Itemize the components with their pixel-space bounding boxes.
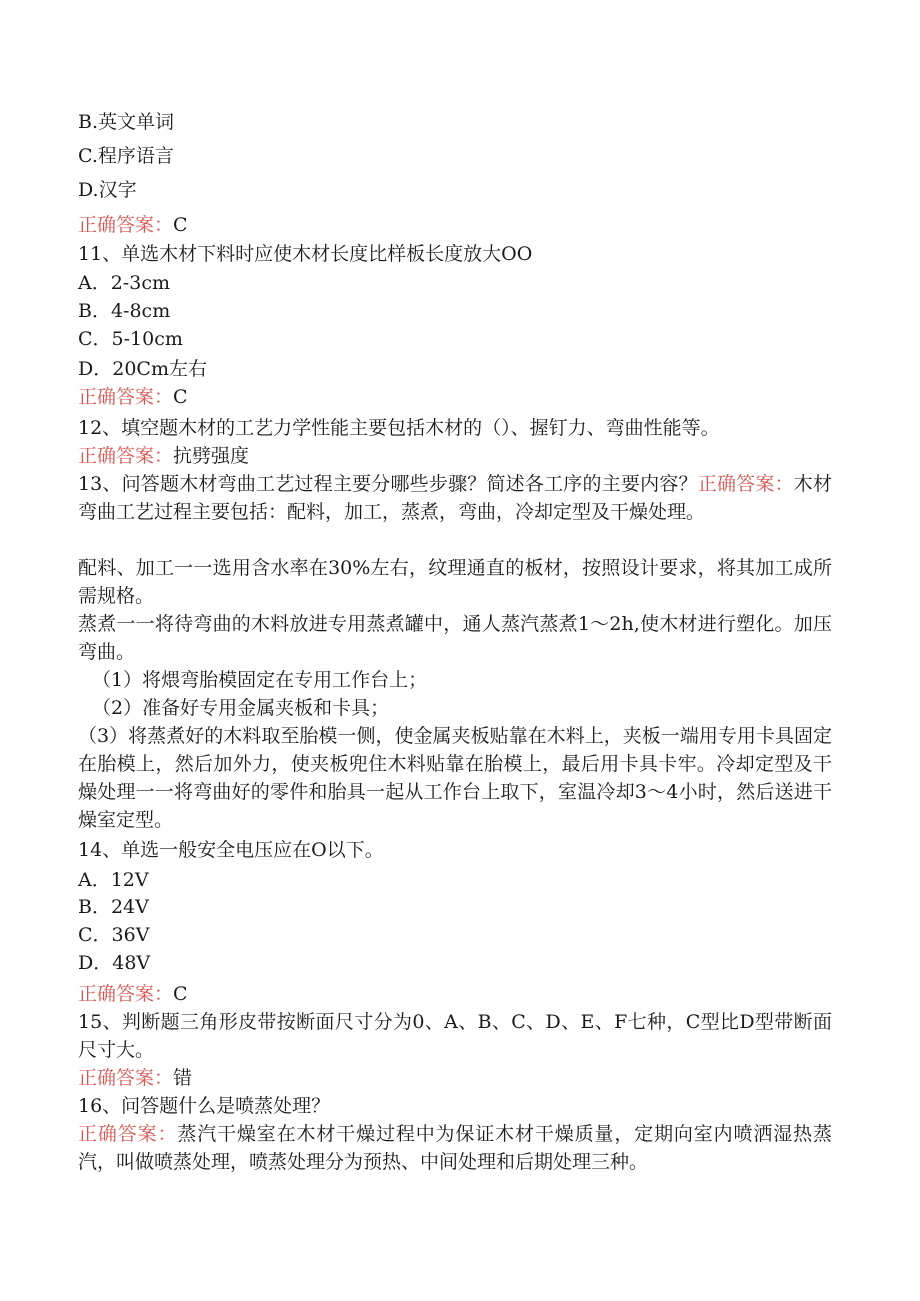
q12-answer [78,442,249,470]
q13-block [78,470,832,526]
q13-para-prep: 配料、加工一一选用含水率在30%左右，纹理通直的板材，按照设计要求，将其加工成所需规格。 [78,557,832,607]
q11-option-c: C．5-10cm [78,328,183,350]
q11-option-a: A．2-3cm [78,272,170,294]
q14-option-d: D．48V [78,952,151,974]
q11-answer [78,383,188,411]
q14-option-c: C．36V [78,924,150,946]
answer-value: C [173,386,188,408]
q14-title: 14、单选一般安全电压应在O以下。 [78,839,384,861]
q12-title: 12、填空题木材的工艺力学性能主要包括木材的（）、握钉力、弯曲性能等。 [78,417,720,439]
q16-answer [78,1120,832,1176]
q13-title: 13、问答题木材弯曲工艺过程主要分哪些步骤？简述各工序的主要内容？ [78,473,698,495]
q10-option-c: C.程序语言 [78,145,174,167]
answer-label: 正确答案： [78,1123,178,1145]
q10-option-d: D.汉字 [78,179,137,201]
q11-option-d: D．20Cm左右 [78,358,207,380]
q14-answer [78,980,188,1008]
answer-label: 正确答案： [78,1067,174,1089]
q13-step-2: （2）准备好专用金属夹板和卡具； [92,697,390,719]
answer-value: 抗劈强度 [173,445,250,467]
answer-value: C [173,214,188,236]
q14-option-a: A．12V [78,869,149,891]
answer-label: 正确答案： [78,386,174,408]
q10-option-b: B.英文单词 [78,111,175,133]
answer-label: 正确答案： [78,445,174,467]
answer-value: 错 [173,1067,193,1089]
answer-label: 正确答案： [78,983,174,1005]
q11-option-b: B．4-8cm [78,300,171,322]
answer-value: C [173,983,188,1005]
q15-answer [78,1064,192,1092]
answer-label: 正确答案： [78,214,174,236]
q13-step-1: （1）将煨弯胎模固定在专用工作台上； [92,669,428,691]
q10-answer [78,211,188,239]
q13-para-steam: 蒸煮一一将待弯曲的木料放进专用蒸煮罐中，通人蒸汽蒸煮1～2h,使木材进行塑化。加压弯曲。 [78,613,832,663]
q16-answer-text: 蒸汽干燥室在木材干燥过程中为保证木材干燥质量，定期向室内喷洒湿热蒸汽，叫做喷蒸处理，喷蒸处理分为预热、中间处理和后期处理三种。 [78,1123,832,1173]
q16-title: 16、问答题什么是喷蒸处理？ [78,1095,331,1117]
answer-label: 正确答案： [697,473,794,495]
q13-step-3: （3）将蒸煮好的木料取至胎模一侧，使金属夹板贴靠在木料上，夹板一端用专用卡具固定在胎模上，然后加外力，使夹板兜住木料贴靠在胎模上，最后用卡具卡牢。冷却定型及干燥处理一一将弯曲好的零件和胎具一起从工作台上取下，室温冷却3～4小时，然后送进干燥室定型。 [78,725,832,831]
q15-title: 15、判断题三角形皮带按断面尺寸分为0、A、B、C、D、E、F七种，C型比D型带断面尺寸大。 [78,1011,832,1061]
q14-option-b: B．24V [78,896,149,918]
q13-answer-lead: 木材弯曲工艺过程主要包括：配料，加工，蒸煮，弯曲，冷却定型及干燥处理。 [78,473,832,523]
q11-title: 11、单选木材下料时应使木材长度比样板长度放大OO [78,243,533,265]
